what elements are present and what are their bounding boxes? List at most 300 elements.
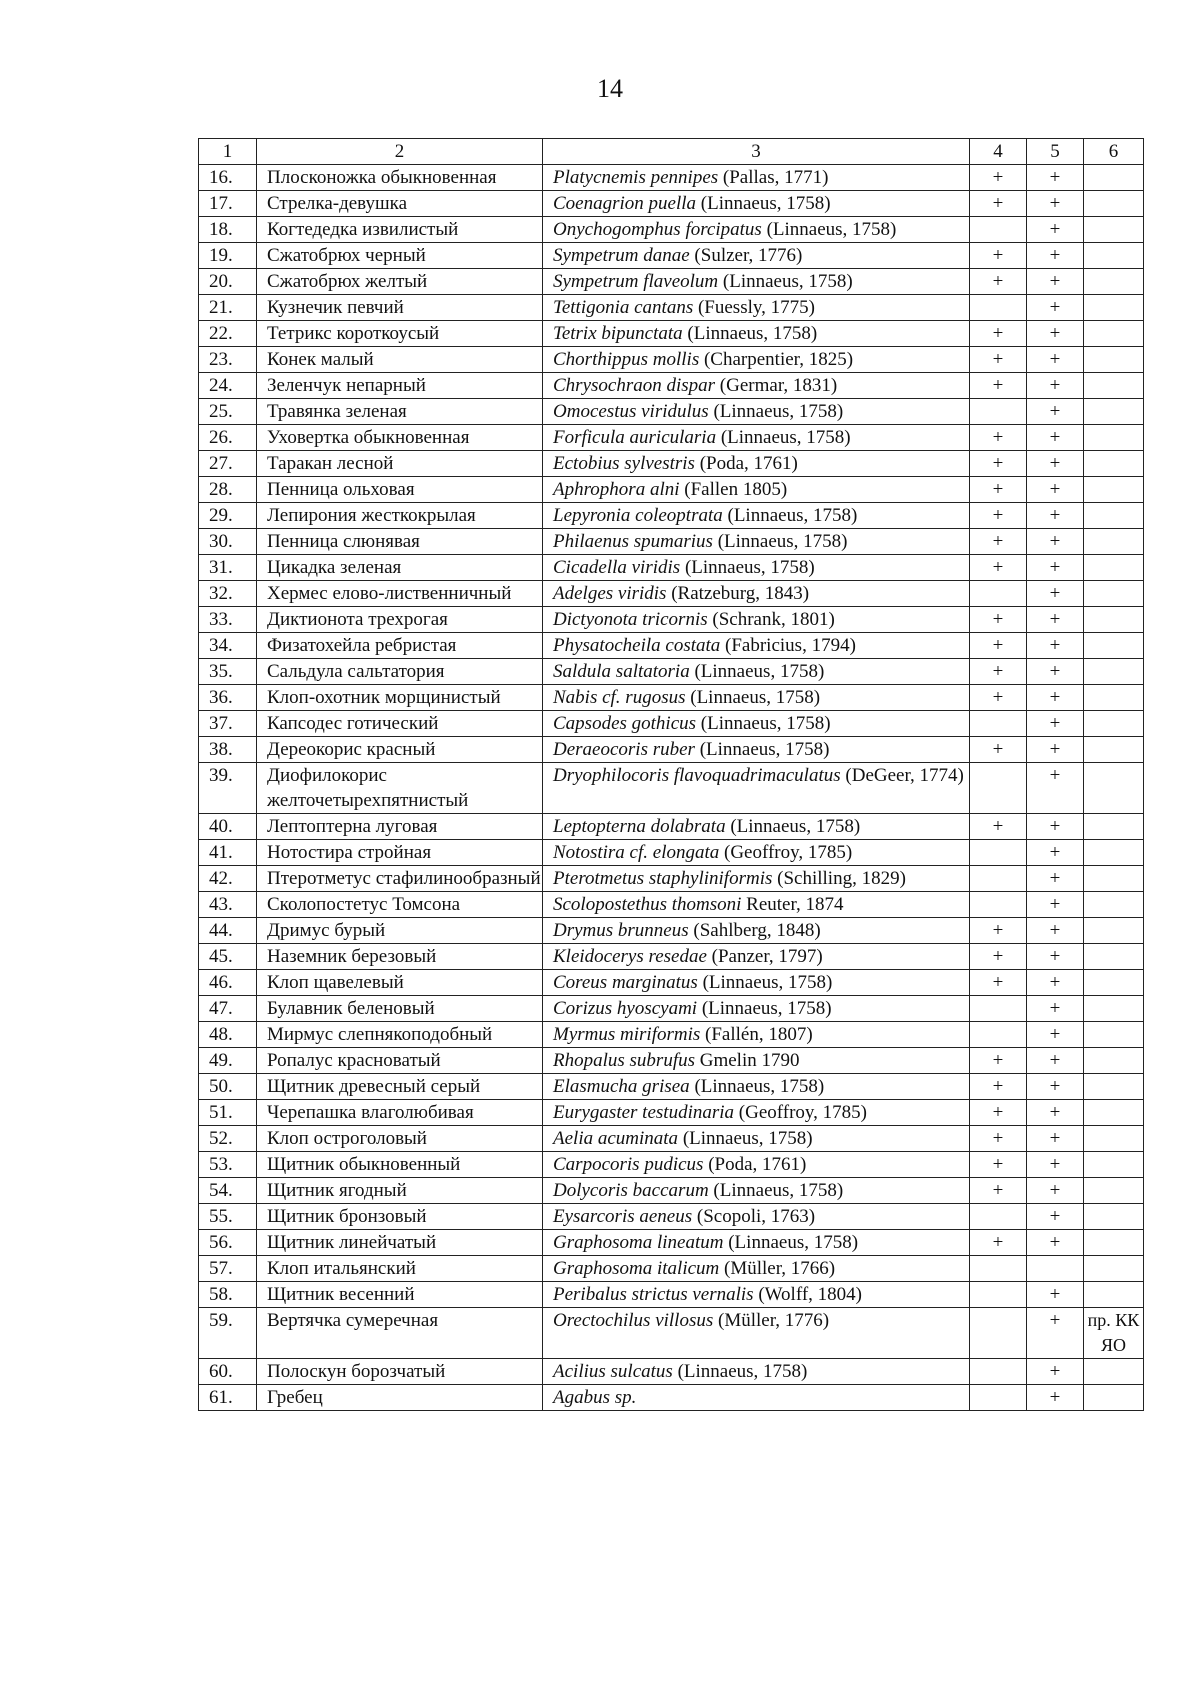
russian-name: Таракан лесной (257, 451, 543, 477)
row-number: 59. (199, 1308, 257, 1359)
scientific-name-cell (543, 633, 970, 659)
latin-name: Corizus hyoscyami (553, 998, 698, 1019)
latin-name: Kleidocerys resedae (553, 946, 707, 967)
author-year: (Müller, 1766) (719, 1258, 836, 1279)
latin-name: Myrmus miriformis (553, 1024, 701, 1045)
author-year: (Linnaeus, 1758) (718, 271, 853, 292)
table-row (199, 633, 1144, 659)
note-col-6 (1084, 996, 1144, 1022)
row-number: 26. (199, 425, 257, 451)
table-row (199, 996, 1144, 1022)
note-col-6 (1084, 944, 1144, 970)
author-year: (Linnaeus, 1758) (712, 531, 848, 552)
author-year: (Fallén, 1807) (700, 1024, 813, 1045)
table-row (199, 1100, 1144, 1126)
latin-name: Rhopalus subrufus (553, 1050, 695, 1071)
russian-name: Уховертка обыкновенная (257, 425, 543, 451)
mark-col-5: + (1027, 1308, 1084, 1359)
mark-col-5: + (1027, 269, 1084, 295)
russian-name: Мирмус слепнякоподобный (257, 1022, 543, 1048)
author-year: (Linnaeus, 1758) (696, 713, 831, 734)
row-number: 30. (199, 529, 257, 555)
row-number: 18. (199, 217, 257, 243)
russian-name: Хермес елово-лиственничный (257, 581, 543, 607)
latin-name: Forficula auricularia (553, 427, 717, 448)
mark-col-4 (970, 1359, 1027, 1385)
latin-name: Physatocheila costata (553, 635, 721, 656)
latin-name: Chrysochraon dispar (553, 375, 716, 396)
latin-name: Leptopterna dolabrata (553, 816, 726, 837)
author-year: (Linnaeus, 1758) (725, 816, 861, 837)
author-year: Gmelin 1790 (695, 1050, 800, 1071)
row-number: 60. (199, 1359, 257, 1385)
note-col-6 (1084, 1385, 1144, 1411)
author-year: (Ratzeburg, 1843) (666, 583, 810, 604)
mark-col-4: + (970, 321, 1027, 347)
table-row (199, 295, 1144, 321)
header-cell: 4 (970, 139, 1027, 165)
table-row (199, 373, 1144, 399)
note-col-6 (1084, 425, 1144, 451)
note-col-6 (1084, 451, 1144, 477)
russian-name: Щитник обыкновенный (257, 1152, 543, 1178)
russian-name: Черепашка влаголюбивая (257, 1100, 543, 1126)
row-number: 25. (199, 399, 257, 425)
russian-name: Наземник березовый (257, 944, 543, 970)
table-row (199, 191, 1144, 217)
mark-col-4: + (970, 970, 1027, 996)
latin-name: Coenagrion puella (553, 193, 697, 214)
note-col-6 (1084, 321, 1144, 347)
mark-col-5: + (1027, 763, 1084, 814)
mark-col-5: + (1027, 503, 1084, 529)
mark-col-5: + (1027, 944, 1084, 970)
note-col-6 (1084, 840, 1144, 866)
mark-col-5: + (1027, 165, 1084, 191)
scientific-name-cell (543, 944, 970, 970)
row-number: 36. (199, 685, 257, 711)
russian-name: Щитник бронзовый (257, 1204, 543, 1230)
row-number: 50. (199, 1074, 257, 1100)
note-col-6 (1084, 659, 1144, 685)
author-year: (Linnaeus, 1758) (672, 1361, 808, 1382)
row-number: 27. (199, 451, 257, 477)
scientific-name-cell (543, 814, 970, 840)
russian-name: Сколопостетус Томсона (257, 892, 543, 918)
scientific-name-cell (543, 399, 970, 425)
latin-name: Sympetrum flaveolum (553, 271, 719, 292)
table-row (199, 685, 1144, 711)
mark-col-5: + (1027, 866, 1084, 892)
author-year: (Scopoli, 1763) (692, 1206, 816, 1227)
mark-col-5: + (1027, 1022, 1084, 1048)
table-row (199, 970, 1144, 996)
mark-col-4: + (970, 633, 1027, 659)
russian-name: Клоп щавелевый (257, 970, 543, 996)
row-number: 39. (199, 763, 257, 814)
row-number: 35. (199, 659, 257, 685)
mark-col-4: + (970, 1100, 1027, 1126)
latin-name: Eurygaster testudinaria (553, 1102, 735, 1123)
note-col-6 (1084, 1100, 1144, 1126)
row-number: 42. (199, 866, 257, 892)
table-row (199, 321, 1144, 347)
table-row (199, 217, 1144, 243)
latin-name: Omocestus viridulus (553, 401, 709, 422)
header-cell: 2 (257, 139, 543, 165)
mark-col-4 (970, 581, 1027, 607)
row-number: 51. (199, 1100, 257, 1126)
author-year: (Linnaeus, 1758) (708, 1180, 844, 1201)
note-col-6 (1084, 477, 1144, 503)
scientific-name-cell (543, 918, 970, 944)
mark-col-4 (970, 1204, 1027, 1230)
header-cell: 5 (1027, 139, 1084, 165)
table-row (199, 840, 1144, 866)
mark-col-4: + (970, 165, 1027, 191)
russian-name: Сальдула сальтатория (257, 659, 543, 685)
russian-name: Щитник древесный серый (257, 1074, 543, 1100)
mark-col-4: + (970, 1048, 1027, 1074)
note-col-6 (1084, 1048, 1144, 1074)
mark-col-4 (970, 996, 1027, 1022)
note-col-6 (1084, 347, 1144, 373)
note-col-6 (1084, 1359, 1144, 1385)
table-row (199, 892, 1144, 918)
mark-col-4: + (970, 814, 1027, 840)
scientific-name-cell (543, 581, 970, 607)
russian-name: Булавник беленовый (257, 996, 543, 1022)
mark-col-5: + (1027, 892, 1084, 918)
mark-col-5: + (1027, 191, 1084, 217)
table-row (199, 347, 1144, 373)
table-row (199, 1230, 1144, 1256)
mark-col-4: + (970, 1152, 1027, 1178)
author-year: (Geoffroy, 1785) (719, 842, 853, 863)
mark-col-5: + (1027, 685, 1084, 711)
latin-name: Notostira cf. elongata (553, 842, 720, 863)
table-row (199, 737, 1144, 763)
scientific-name-cell (543, 165, 970, 191)
mark-col-5: + (1027, 529, 1084, 555)
mark-col-4: + (970, 659, 1027, 685)
row-number: 53. (199, 1152, 257, 1178)
row-number: 55. (199, 1204, 257, 1230)
mark-col-5: + (1027, 970, 1084, 996)
russian-name: Пенница слюнявая (257, 529, 543, 555)
scientific-name-cell (543, 892, 970, 918)
note-col-6 (1084, 1022, 1144, 1048)
note-col-6 (1084, 711, 1144, 737)
note-col-6 (1084, 1126, 1144, 1152)
author-year: (Panzer, 1797) (706, 946, 823, 967)
mark-col-5: + (1027, 633, 1084, 659)
note-col-6 (1084, 191, 1144, 217)
note-col-6 (1084, 1074, 1144, 1100)
latin-name: Eysarcoris aeneus (553, 1206, 693, 1227)
table-row (199, 555, 1144, 581)
latin-name: Chorthippus mollis (553, 349, 700, 370)
row-number: 45. (199, 944, 257, 970)
latin-name: Acilius sulcatus (553, 1361, 673, 1382)
russian-name: Когтедедка извилистый (257, 217, 543, 243)
row-number: 19. (199, 243, 257, 269)
russian-name: Вертячка сумеречная (257, 1308, 543, 1359)
latin-name: Sympetrum danae (553, 245, 690, 266)
mark-col-4: + (970, 503, 1027, 529)
scientific-name-cell (543, 1204, 970, 1230)
latin-name: Pterotmetus staphyliniformis (553, 868, 773, 889)
row-number: 58. (199, 1282, 257, 1308)
author-year: (Linnaeus, 1758) (716, 427, 851, 448)
russian-name: Кузнечик певчий (257, 295, 543, 321)
latin-name: Coreus marginatus (553, 972, 698, 993)
russian-name: Стрелка-девушка (257, 191, 543, 217)
latin-name: Cicadella viridis (553, 557, 681, 578)
author-year: (Linnaeus, 1758) (761, 219, 897, 240)
author-year: (Linnaeus, 1758) (682, 323, 818, 344)
scientific-name-cell (543, 1100, 970, 1126)
mark-col-5: + (1027, 814, 1084, 840)
mark-col-4: + (970, 1126, 1027, 1152)
note-col-6 (1084, 165, 1144, 191)
row-number: 43. (199, 892, 257, 918)
table-row (199, 607, 1144, 633)
latin-name: Nabis cf. rugosus (553, 687, 686, 708)
scientific-name-cell (543, 451, 970, 477)
scientific-name-cell (543, 1385, 970, 1411)
russian-name: Гребец (257, 1385, 543, 1411)
scientific-name-cell (543, 529, 970, 555)
mark-col-4 (970, 1282, 1027, 1308)
table-row (199, 1152, 1144, 1178)
table-row (199, 1074, 1144, 1100)
table-row (199, 1022, 1144, 1048)
note-col-6 (1084, 1282, 1144, 1308)
scientific-name-cell (543, 711, 970, 737)
mark-col-4: + (970, 1230, 1027, 1256)
mark-col-4: + (970, 243, 1027, 269)
mark-col-5: + (1027, 425, 1084, 451)
mark-col-4: + (970, 191, 1027, 217)
latin-name: Ectobius sylvestris (553, 453, 695, 474)
table-row (199, 918, 1144, 944)
row-number: 29. (199, 503, 257, 529)
mark-col-4 (970, 711, 1027, 737)
scientific-name-cell (543, 1022, 970, 1048)
russian-name: Щитник линейчатый (257, 1230, 543, 1256)
table-row (199, 763, 1144, 814)
mark-col-5: + (1027, 399, 1084, 425)
scientific-name-cell (543, 840, 970, 866)
scientific-name-cell (543, 191, 970, 217)
note-col-6 (1084, 892, 1144, 918)
note-col-6 (1084, 243, 1144, 269)
author-year: (Linnaeus, 1758) (722, 505, 858, 526)
note-col-6 (1084, 737, 1144, 763)
row-number: 24. (199, 373, 257, 399)
row-number: 61. (199, 1385, 257, 1411)
author-year: (Poda, 1761) (694, 453, 798, 474)
scientific-name-cell (543, 1359, 970, 1385)
row-number: 37. (199, 711, 257, 737)
author-year: Reuter, 1874 (741, 894, 844, 915)
mark-col-4: + (970, 1178, 1027, 1204)
row-number: 47. (199, 996, 257, 1022)
table-row (199, 1282, 1144, 1308)
author-year: (Linnaeus, 1758) (697, 998, 832, 1019)
row-number: 33. (199, 607, 257, 633)
table-row (199, 866, 1144, 892)
russian-name: Щитник весенний (257, 1282, 543, 1308)
mark-col-4: + (970, 477, 1027, 503)
row-number: 48. (199, 1022, 257, 1048)
mark-col-5: + (1027, 217, 1084, 243)
page-number: 14 (597, 74, 623, 103)
row-number: 46. (199, 970, 257, 996)
mark-col-5: + (1027, 996, 1084, 1022)
mark-col-5: + (1027, 555, 1084, 581)
russian-name: Клоп остроголовый (257, 1126, 543, 1152)
note-col-6 (1084, 607, 1144, 633)
mark-col-5: + (1027, 321, 1084, 347)
mark-col-5: + (1027, 1178, 1084, 1204)
scientific-name-cell (543, 477, 970, 503)
note-col-6 (1084, 1178, 1144, 1204)
mark-col-5: + (1027, 347, 1084, 373)
note-col-6 (1084, 1204, 1144, 1230)
scientific-name-cell (543, 321, 970, 347)
table-row (199, 711, 1144, 737)
russian-name: Конек малый (257, 347, 543, 373)
note-col-6 (1084, 217, 1144, 243)
author-year: (Wolff, 1804) (753, 1284, 862, 1305)
latin-name: Saldula saltatoria (553, 661, 690, 682)
scientific-name-cell (543, 295, 970, 321)
author-year: (Linnaeus, 1758) (696, 193, 831, 214)
latin-name: Tetrix bipunctata (553, 323, 683, 344)
note-col-6 (1084, 763, 1144, 814)
note-col-6 (1084, 866, 1144, 892)
note-col-6 (1084, 399, 1144, 425)
russian-name: Дримус бурый (257, 918, 543, 944)
table-row (199, 581, 1144, 607)
author-year: (Sahlberg, 1848) (688, 920, 821, 941)
latin-name: Platycnemis pennipes (553, 167, 719, 188)
mark-col-5: + (1027, 607, 1084, 633)
table-row (199, 503, 1144, 529)
russian-name: Лептоптерна луговая (257, 814, 543, 840)
latin-name: Capsodes gothicus (553, 713, 697, 734)
row-number: 41. (199, 840, 257, 866)
mark-col-5: + (1027, 581, 1084, 607)
author-year: (Linnaeus, 1758) (708, 401, 844, 422)
scientific-name-cell (543, 607, 970, 633)
scientific-name-cell (543, 1074, 970, 1100)
mark-col-4: + (970, 1074, 1027, 1100)
row-number: 38. (199, 737, 257, 763)
note-col-6 (1084, 373, 1144, 399)
note-col-6 (1084, 918, 1144, 944)
author-year: (Geoffroy, 1785) (734, 1102, 867, 1123)
scientific-name-cell (543, 1126, 970, 1152)
author-year: (Schilling, 1829) (772, 868, 906, 889)
author-year: (Linnaeus, 1758) (685, 687, 821, 708)
note-col-6 (1084, 503, 1144, 529)
author-year: (Poda, 1761) (703, 1154, 807, 1175)
author-year: (Charpentier, 1825) (699, 349, 854, 370)
latin-name: Scolopostethus thomsoni (553, 894, 742, 915)
scientific-name-cell (543, 555, 970, 581)
row-number: 44. (199, 918, 257, 944)
table-row (199, 529, 1144, 555)
mark-col-4: + (970, 607, 1027, 633)
scientific-name-cell (543, 1308, 970, 1359)
table-row (199, 1204, 1144, 1230)
species-table (198, 138, 1144, 1411)
mark-col-4 (970, 840, 1027, 866)
russian-name: Тетрикс короткоусый (257, 321, 543, 347)
scientific-name-cell (543, 659, 970, 685)
note-col-6 (1084, 1152, 1144, 1178)
mark-col-4 (970, 892, 1027, 918)
row-number: 54. (199, 1178, 257, 1204)
latin-name: Agabus sp. (553, 1387, 637, 1408)
mark-col-5: + (1027, 243, 1084, 269)
mark-col-4: + (970, 529, 1027, 555)
mark-col-5: + (1027, 840, 1084, 866)
author-year: (Germar, 1831) (715, 375, 838, 396)
mark-col-4: + (970, 347, 1027, 373)
note-col-6 (1084, 633, 1144, 659)
russian-name: Полоскун борозчатый (257, 1359, 543, 1385)
scientific-name-cell (543, 737, 970, 763)
note-col-6 (1084, 555, 1144, 581)
russian-name: Дереокорис красный (257, 737, 543, 763)
table-row (199, 659, 1144, 685)
table-row (199, 1385, 1144, 1411)
mark-col-5: + (1027, 1230, 1084, 1256)
mark-col-4 (970, 399, 1027, 425)
russian-name: Капсодес готический (257, 711, 543, 737)
table-row (199, 944, 1144, 970)
note-col-6 (1084, 529, 1144, 555)
row-number: 34. (199, 633, 257, 659)
mark-col-4: + (970, 944, 1027, 970)
mark-col-5: + (1027, 711, 1084, 737)
scientific-name-cell (543, 503, 970, 529)
note-col-6 (1084, 685, 1144, 711)
note-col-6: пр. КК ЯО (1084, 1308, 1144, 1359)
russian-name: Пенница ольховая (257, 477, 543, 503)
table-row (199, 1359, 1144, 1385)
mark-col-5: + (1027, 373, 1084, 399)
scientific-name-cell (543, 1152, 970, 1178)
scientific-name-cell (543, 373, 970, 399)
latin-name: Onychogomphus forcipatus (553, 219, 762, 240)
russian-name: Плосконожка обыкновенная (257, 165, 543, 191)
header-cell: 1 (199, 139, 257, 165)
row-number: 56. (199, 1230, 257, 1256)
note-col-6 (1084, 1230, 1144, 1256)
russian-name: Сжатобрюх желтый (257, 269, 543, 295)
scientific-name-cell (543, 996, 970, 1022)
author-year: (Müller, 1776) (713, 1310, 830, 1331)
scientific-name-cell (543, 243, 970, 269)
row-number: 52. (199, 1126, 257, 1152)
russian-name: Физатохейла ребристая (257, 633, 543, 659)
scientific-name-cell (543, 1230, 970, 1256)
